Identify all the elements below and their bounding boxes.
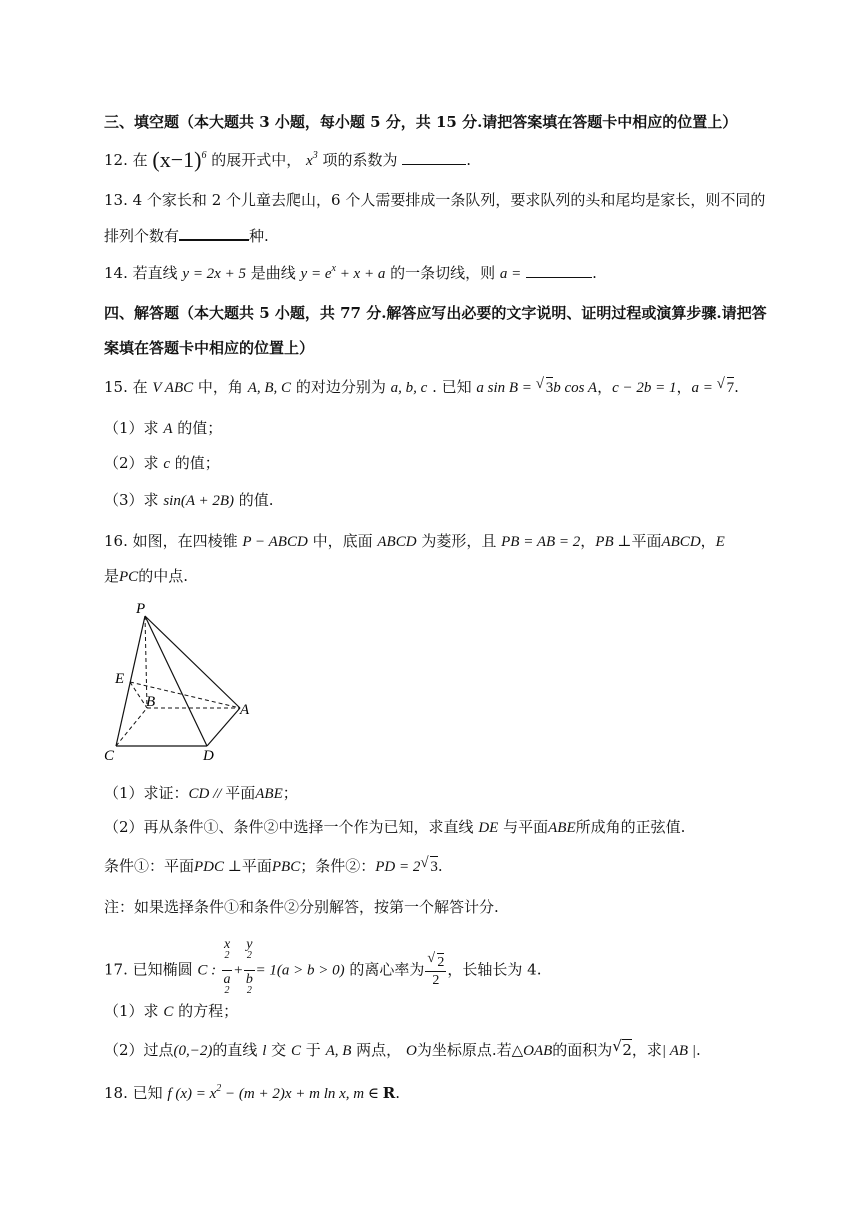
question-16-conditions: 条件①：平面PDC ⊥平面PBC；条件②：PD = 2 √ 3.: [104, 855, 443, 875]
label-C: C: [104, 748, 115, 764]
label-A: A: [240, 702, 250, 718]
question-15: 15. 在 V ABC 中，角 A, B, C 的对边分别为 a, b, c . 已知 a sin B = √ 3b cos A，c − 2b = 1，a = √ 7.: [104, 376, 739, 396]
question-15-part-1: （1）求 A 的值；: [104, 419, 223, 437]
answer-blank[interactable]: [402, 150, 466, 165]
question-16-note: 注：如果选择条件①和条件②分别解答，按第一个解答计分.: [104, 898, 499, 916]
label-P: P: [136, 601, 146, 617]
question-15-part-2: （2）求 c 的值；: [104, 454, 220, 472]
answer-blank[interactable]: [526, 263, 592, 278]
question-17-part-1: （1）求 C 的方程；: [104, 1002, 239, 1020]
label-E: E: [115, 671, 125, 687]
question-16-part-1: （1）求证：CD // 平面ABE；: [104, 784, 298, 802]
section-4-heading-line-2: 案填在答题卡中相应的位置上）: [104, 339, 315, 357]
question-16: 16. 如图，在四棱锥 P − ABCD 中，底面 ABCD 为菱形，且 PB = AB = 2，PB ⊥平面ABCD，E: [104, 532, 725, 550]
question-16-part-2: （2）再从条件①、条件②中选择一个作为已知，求直线 DE 与平面ABE所成角的正弦值.: [104, 818, 686, 836]
label-B: B: [146, 694, 156, 710]
question-16-line-2: 是PC的中点.: [104, 567, 188, 585]
section-4-heading-line-1: 四、解答题（本大题共 5 小题，共 77 分.解答应写出必要的文字说明、证明过程或演算步骤.请把答: [104, 304, 767, 322]
label-D: D: [203, 748, 214, 764]
pyramid-diagram: [100, 596, 260, 768]
question-13-line-2: 排列个数有 种.: [104, 227, 269, 245]
question-15-part-3: （3）求 sin(A + 2B) 的值.: [104, 491, 274, 509]
question-14: 14. 若直线 y = 2x + 5 是曲线 $y = e^x + x + a$ 的一条切线，则 a = .: [104, 263, 597, 282]
question-18: 18. 已知 f $(x) = x^2 - (m + 2)x + m$ ln x, m ∈ R.: [104, 1083, 400, 1102]
answer-blank[interactable]: [179, 225, 249, 241]
question-12: 12. 在 $(x-1)^6$ 的展开式中， $x^3$ 项的系数为 .: [104, 147, 472, 172]
section-3-heading: 三、填空题（本大题共 3 小题，每小题 5 分，共 15 分.请把答案填在答题卡中相应的位置上）: [104, 113, 738, 131]
question-13-line-1: 13. 4 个家长和 2 个儿童去爬山，6 个人需要排成一条队列，要求队列的头和尾均是家长，则不同的: [104, 191, 766, 209]
question-17-part-2: （2）过点(0,−2)的直线 l 交 C 于 A, B 两点， O为坐标原点.若△OAB的面积为 √ 2，求| AB |.: [104, 1037, 701, 1059]
question-17: 17. 已知椭圆 C : x $^2$ a $^2$ + y $^2$ b $^2$ = 1(a > b > 0) 的离心率为 √ 2 2 ，长轴长为 4.: [104, 937, 542, 996]
